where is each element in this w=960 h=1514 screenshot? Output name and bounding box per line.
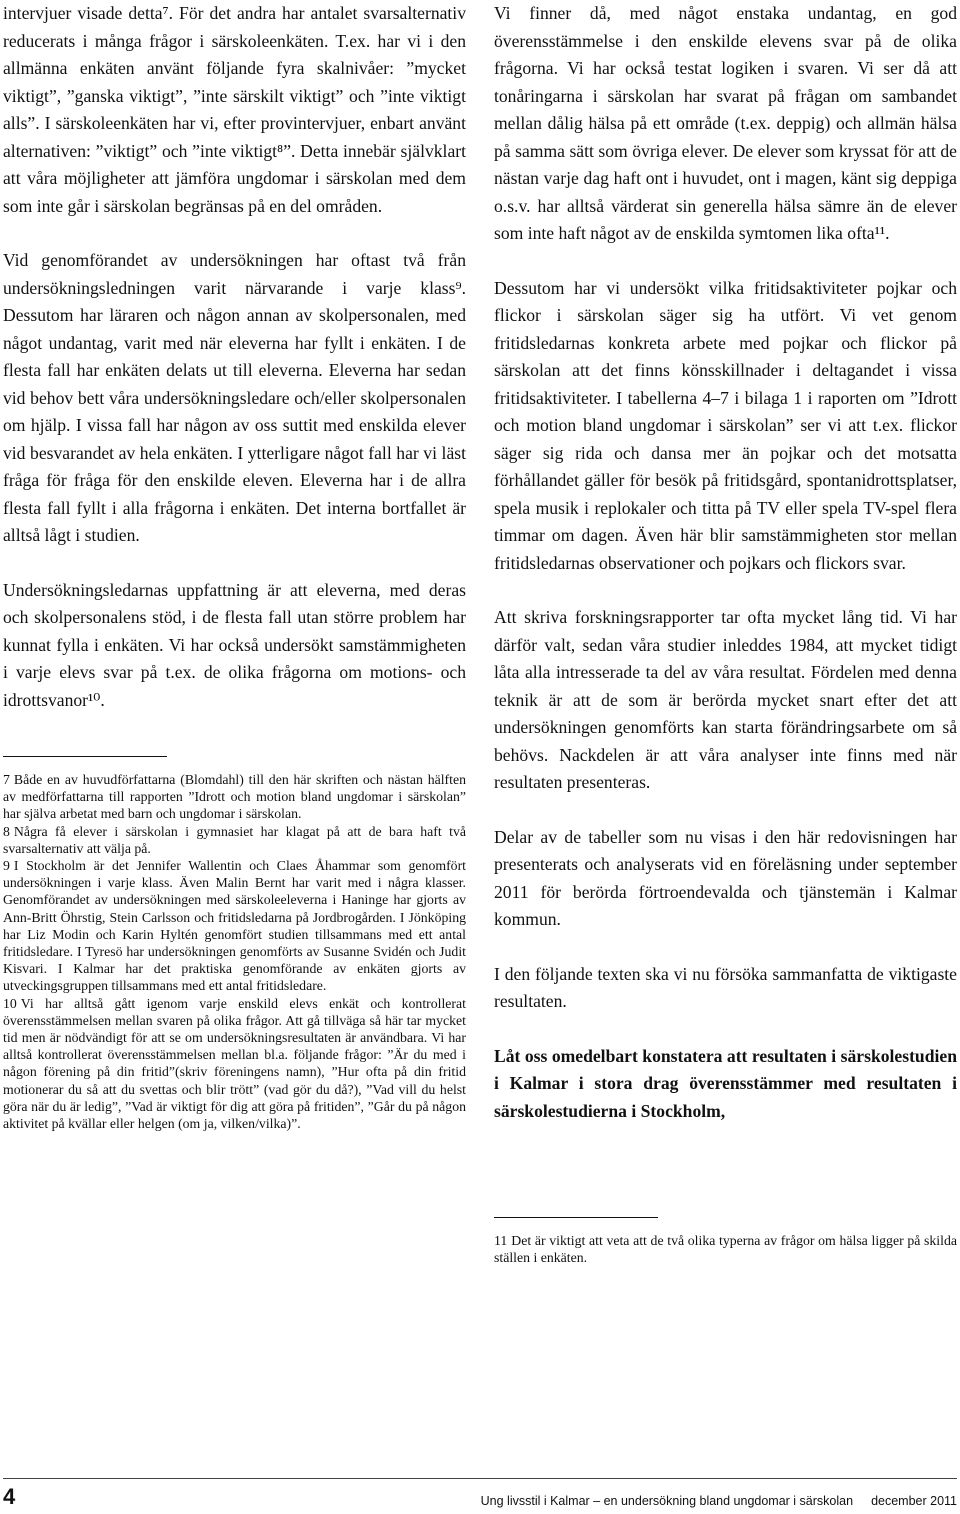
running-footer	[463, 1494, 957, 1508]
footnote-number: 10	[3, 995, 17, 1011]
body-paragraph: Dessutom har vi undersökt vilka fritidsaktiviteter pojkar och flickor i särskolan säger sig ha utfört. Vi vet genom fritidsledarnas konkreta arbete med pojkar och flickor på särskolan att det finns könsskillnader i deltagandet i vissa fritidsaktiviteter. I tabellerna 4–7 i bilaga 1 i raporten om ”Idrott och motion bland ungdomar i särskolan” ser vi att t.ex. flickor säger sig rida och dansa mer än pojkar och det motsatta förhållandet gäller för besök på fritidsgård, spontanidrottsplatser, spela musik i replokaler och titta på TV eller spela TV-spel flera timmar om dagen. Även här blir samstämmigheten stor mellan fritidsledarnas observationer och pojkars och flickors svar.	[494, 277, 957, 573]
footnote	[3, 823, 466, 857]
footnote-divider	[3, 756, 167, 757]
footnote-text: Vi har alltså gått igenom varje enskild elevs enkät och kontrollerat överensstämmelsen mellan svaren på olika frågor. Att gå tillväga så här tar mycket tid men är nödvändigt för att se om undersökningsresultaten är användbara. Vi har alltså kontrollerat överensstämmelsen mellan bl.a. följande frågor: ”Är du med i någon förening på din fritid”(skriv föreningens namn), ”Hur ofta på din fritid motionerar du så att du svettas och blir trött” (vad gör du då?), ”Vad vill du helst göra när du är ledig”, ”Vad är viktigt för dig att göra på fritiden”, ”Går du på någon aktivitet på kvällar eller helgen (om ja, vilken/vilka)”.	[3, 995, 466, 1132]
body-paragraph: Vid genomförandet av undersökningen har oftast två från undersökningsledningen varit närvarande i varje klass⁹. Dessutom har läraren och någon annan av skolpersonalen, med något undantag, varit med när eleverna har fyllt i enkäten. I de flesta fall har enkäten delats ut till eleverna. Eleverna har sedan vid behov bett våra undersökningsledare och/eller skolpersonalen om hjälp. I vissa fall har någon av oss suttit med enskilda elever vid besvarandet av hela enkäten. I ytterligare något fall har vi läst fråga för fråga för den enskilde eleven. Eleverna har i de allra flesta fall fyllt i alla frågorna i enkäten. Det interna bortfallet är alltså lågt i studien.	[3, 250, 466, 545]
footnote	[3, 857, 466, 995]
footnote	[3, 995, 466, 1133]
body-paragraph: Att skriva forskningsrapporter tar ofta mycket lång tid. Vi har därför valt, sedan våra studier inleddes 1984, att mycket tidigt låta alla intresserade ta del av våra resultat. Fördelen med denna teknik är att de som är berörda mycket snart efter det att undersökningen genomförts kan starta förändringsarbete om så behövs. Nackdelen är att våra analyser inte finns med när resultaten presenteras.	[494, 607, 957, 792]
footnote	[494, 1232, 957, 1266]
right-column	[494, 0, 957, 1266]
footnote	[3, 771, 466, 823]
footer-date: december 2011	[871, 1494, 957, 1508]
body-paragraph: Undersökningsledarnas uppfattning är att eleverna, med deras och skolpersonalens stöd, i de flesta fall utan större problem har kunnat fylla i enkäten. Vi har också undersökt samstämmigheten i varje elevs svar på t.ex. de olika frågorna om motions- och idrottsvanor¹⁰.	[3, 579, 466, 710]
left-column	[3, 0, 466, 1132]
page-number: 4	[3, 1484, 16, 1509]
body-paragraph: I den följande texten ska vi nu försöka sammanfatta de viktigaste resultaten.	[494, 963, 957, 1011]
footnote-number: 7	[3, 772, 10, 787]
footnote-text: Det är viktigt att veta att de två olika typerna av frågor om hälsa ligger på skilda ställen i enkäten.	[494, 1233, 957, 1266]
footnote-text: Några få elever i särskolan i gymnasiet har klagat på att de bara haft två svarsalternativ att välja på.	[3, 823, 466, 856]
body-paragraph: intervjuer visade detta⁷. För det andra har antalet svarsalternativ reducerats i många frågor i särskoleenkäten. T.ex. har vi i den allmänna enkäten använt följande fyra skalnivåer: ”mycket viktigt”, ”ganska viktigt”, ”inte särskilt viktigt” och ”inte viktigt alls”. I särskoleenkäten har vi, efter provintervjuer, enbart använt alternativen: ”viktigt” och ”inte viktigt⁸”. Detta innebär självklart att våra möjligheter att jämföra ungdomar i särskolan med dem som inte går i särskolan begränsas på en del områden.	[3, 3, 466, 216]
footnote-text: I Stockholm är det Jennifer Wallentin och Claes Åhammar som genomfört undersökningen i varje klass. Även Malin Bernt har varit med i några klasser. Genomförandet av undersökningen med särskoleeleverna i Haninge har gjorts av Ann-Britt Öhrstig, Stein Carlsson och fritidsledarna på Jordbrogården. I Jönköping har Liz Modin och Karin Hyltén genomfört studien tillsammans med ett antal fritidsledare. I Tyresö har undersökningen genomförts av Susanne Svidén och Judit Kisvari. I Kalmar har det praktiska genomförande av enkäten gjorts av utveckingsgruppen tillsammans med ett antal fritidsledare.	[3, 858, 466, 994]
bold-conclusion-paragraph: Låt oss omedelbart konstatera att resultaten i särskolestudien i Kalmar i stora drag överensstämmer med resultaten i särskolestudierna i Stockholm,	[494, 1045, 957, 1121]
footnote-number: 11	[494, 1233, 508, 1248]
body-paragraph: Delar av de tabeller som nu visas i den här redovisningen har presenterats och analyserats vid en föreläsning under september 2011 för berörda förtroendevalda och tjänstemän i Kalmar kommun.	[494, 826, 957, 929]
footer-divider	[3, 1478, 957, 1479]
footnote-number: 9	[3, 858, 10, 874]
footnote-number: 8	[3, 823, 10, 839]
footnote-divider	[494, 1217, 658, 1218]
body-paragraph: Vi finner då, med något enstaka undantag, en god överensstämmelse i den enskilde elevens svar på de olika frågorna. Vi har också testat logiken i svaren. Vi ser då att tonåringarna i särskolan har svarat på frågan om sambandet mellan dålig hälsa på ett område (t.ex. deppig) och allmän hälsa på samma sätt som övriga elever. De elever som kryssat för att de nästan varje dag haft ont i huvudet, ont i magen, känt sig deppiga o.s.v. har alltså värderat sin generella hälsa sämre än de elever som inte haft något av de enskilda symtomen lika ofta¹¹.	[494, 3, 957, 243]
running-title: Ung livsstil i Kalmar – en undersökning bland ungdomar i särskolan	[480, 1494, 854, 1508]
footnote-text: Både en av huvudförfattarna (Blomdahl) till den här skriften och nästan hälften av medförfattarna till rapporten ”Idrott och motion bland ungdomar i särskolan” har själva arbetat med barn och ungdomar i särskolan.	[3, 772, 466, 822]
